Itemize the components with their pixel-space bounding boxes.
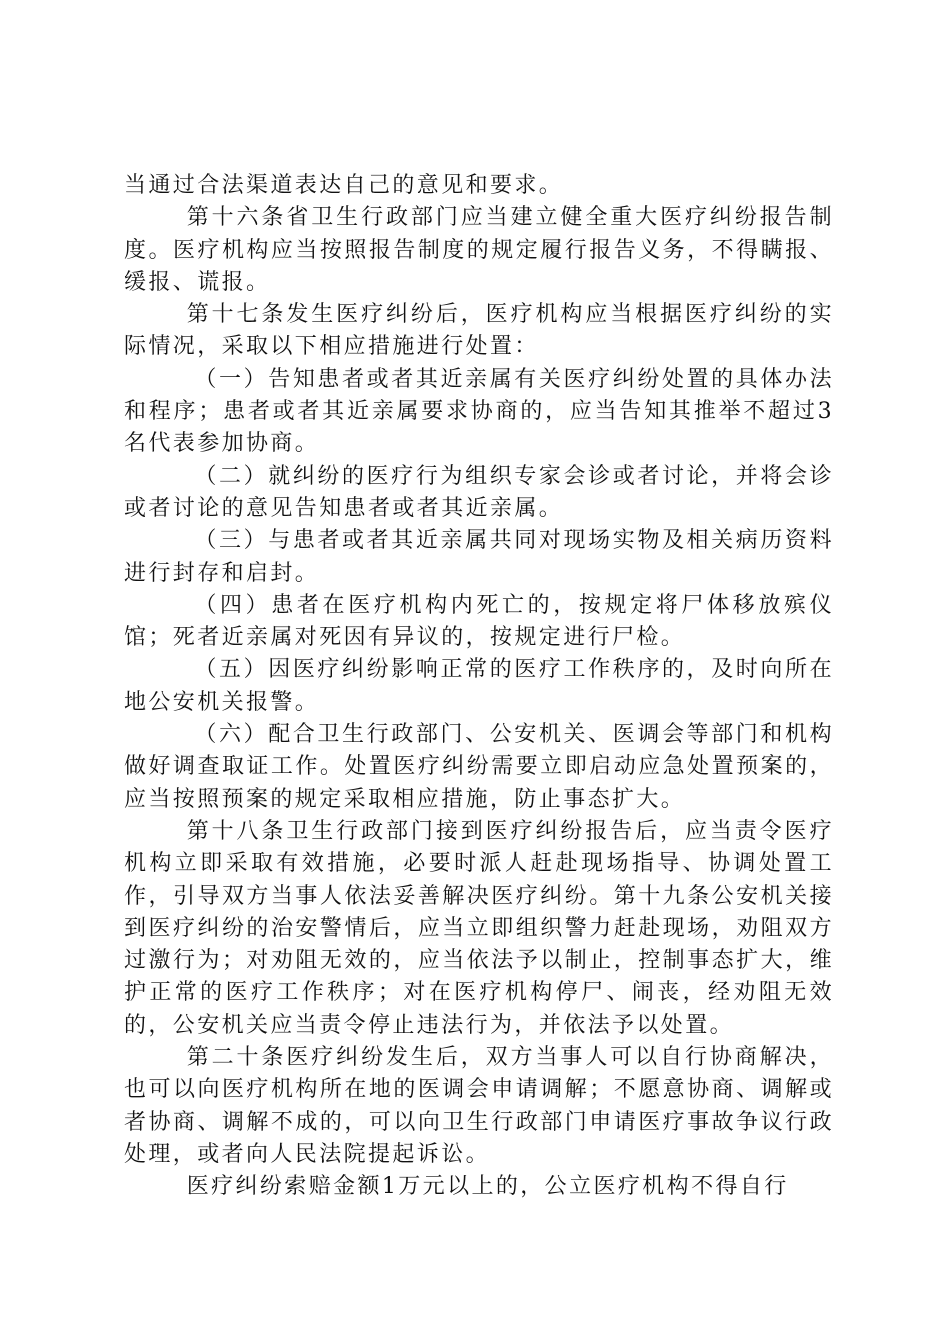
paragraph-item-2: （二）就纠纷的医疗行为组织专家会诊或者讨论，并将会诊或者讨论的意见告知患者或者其近亲属。	[124, 463, 834, 521]
paragraph-claim-amount: 医疗纠纷索赔金额1万元以上的，公立医疗机构不得自行	[186, 1174, 789, 1200]
paragraph-article-20: 第二十条医疗纠纷发生后，双方当事人可以自行协商解决，也可以向医疗机构所在地的医调会申请调解；不愿意协商、调解或者协商、调解不成的，可以向卫生行政部门申请医疗事故争议行政处理，或者向人民法院提起诉讼。	[124, 1045, 834, 1167]
paragraph-item-6: （六）配合卫生行政部门、公安机关、医调会等部门和机构做好调查取证工作。处置医疗纠纷需要立即启动应急处置预案的，应当按照预案的规定采取相应措施，防止事态扩大。	[124, 722, 834, 812]
paragraph-continuation: 当通过合法渠道表达自己的意见和要求。	[124, 173, 564, 198]
paragraph-item-3: （三）与患者或者其近亲属共同对现场实物及相关病历资料进行封存和启封。	[124, 528, 834, 586]
paragraph-item-1: （一）告知患者或者其近亲属有关医疗纠纷处置的具体办法和程序；患者或者其近亲属要求协商的，应当告知其推举不超过3名代表参加协商。	[124, 366, 834, 457]
paragraph-article-18-19: 第十八条卫生行政部门接到医疗纠纷报告后，应当责令医疗机构立即采取有效措施，必要时派人赶赴现场指导、协调处置工作，引导双方当事人依法妥善解决医疗纠纷。第十九条公安机关接到医疗纠纷的治安警情后，应当立即组织警力赶赴现场，劝阻双方过激行为；对劝阻无效的，应当依法予以制止，控制事态扩大，维护正常的医疗工作秩序；对在医疗机构停尸、闹丧，经劝阻无效的，公安机关应当责令停止违法行为，并依法予以处置。	[124, 818, 834, 1038]
paragraph-item-5: （五）因医疗纠纷影响正常的医疗工作秩序的，及时向所在地公安机关报警。	[124, 657, 834, 715]
paragraph-article-17: 第十七条发生医疗纠纷后，医疗机构应当根据医疗纠纷的实际情况，采取以下相应措施进行处置：	[124, 302, 834, 360]
paragraph-item-4: （四）患者在医疗机构内死亡的，按规定将尸体移放殡仪馆；死者近亲属对死因有异议的，按规定进行尸检。	[124, 592, 834, 651]
paragraph-article-16: 第十六条省卫生行政部门应当建立健全重大医疗纠纷报告制度。医疗机构应当按照报告制度的规定履行报告义务，不得瞒报、缓报、谎报。	[124, 205, 834, 295]
document-body	[124, 170, 834, 1204]
